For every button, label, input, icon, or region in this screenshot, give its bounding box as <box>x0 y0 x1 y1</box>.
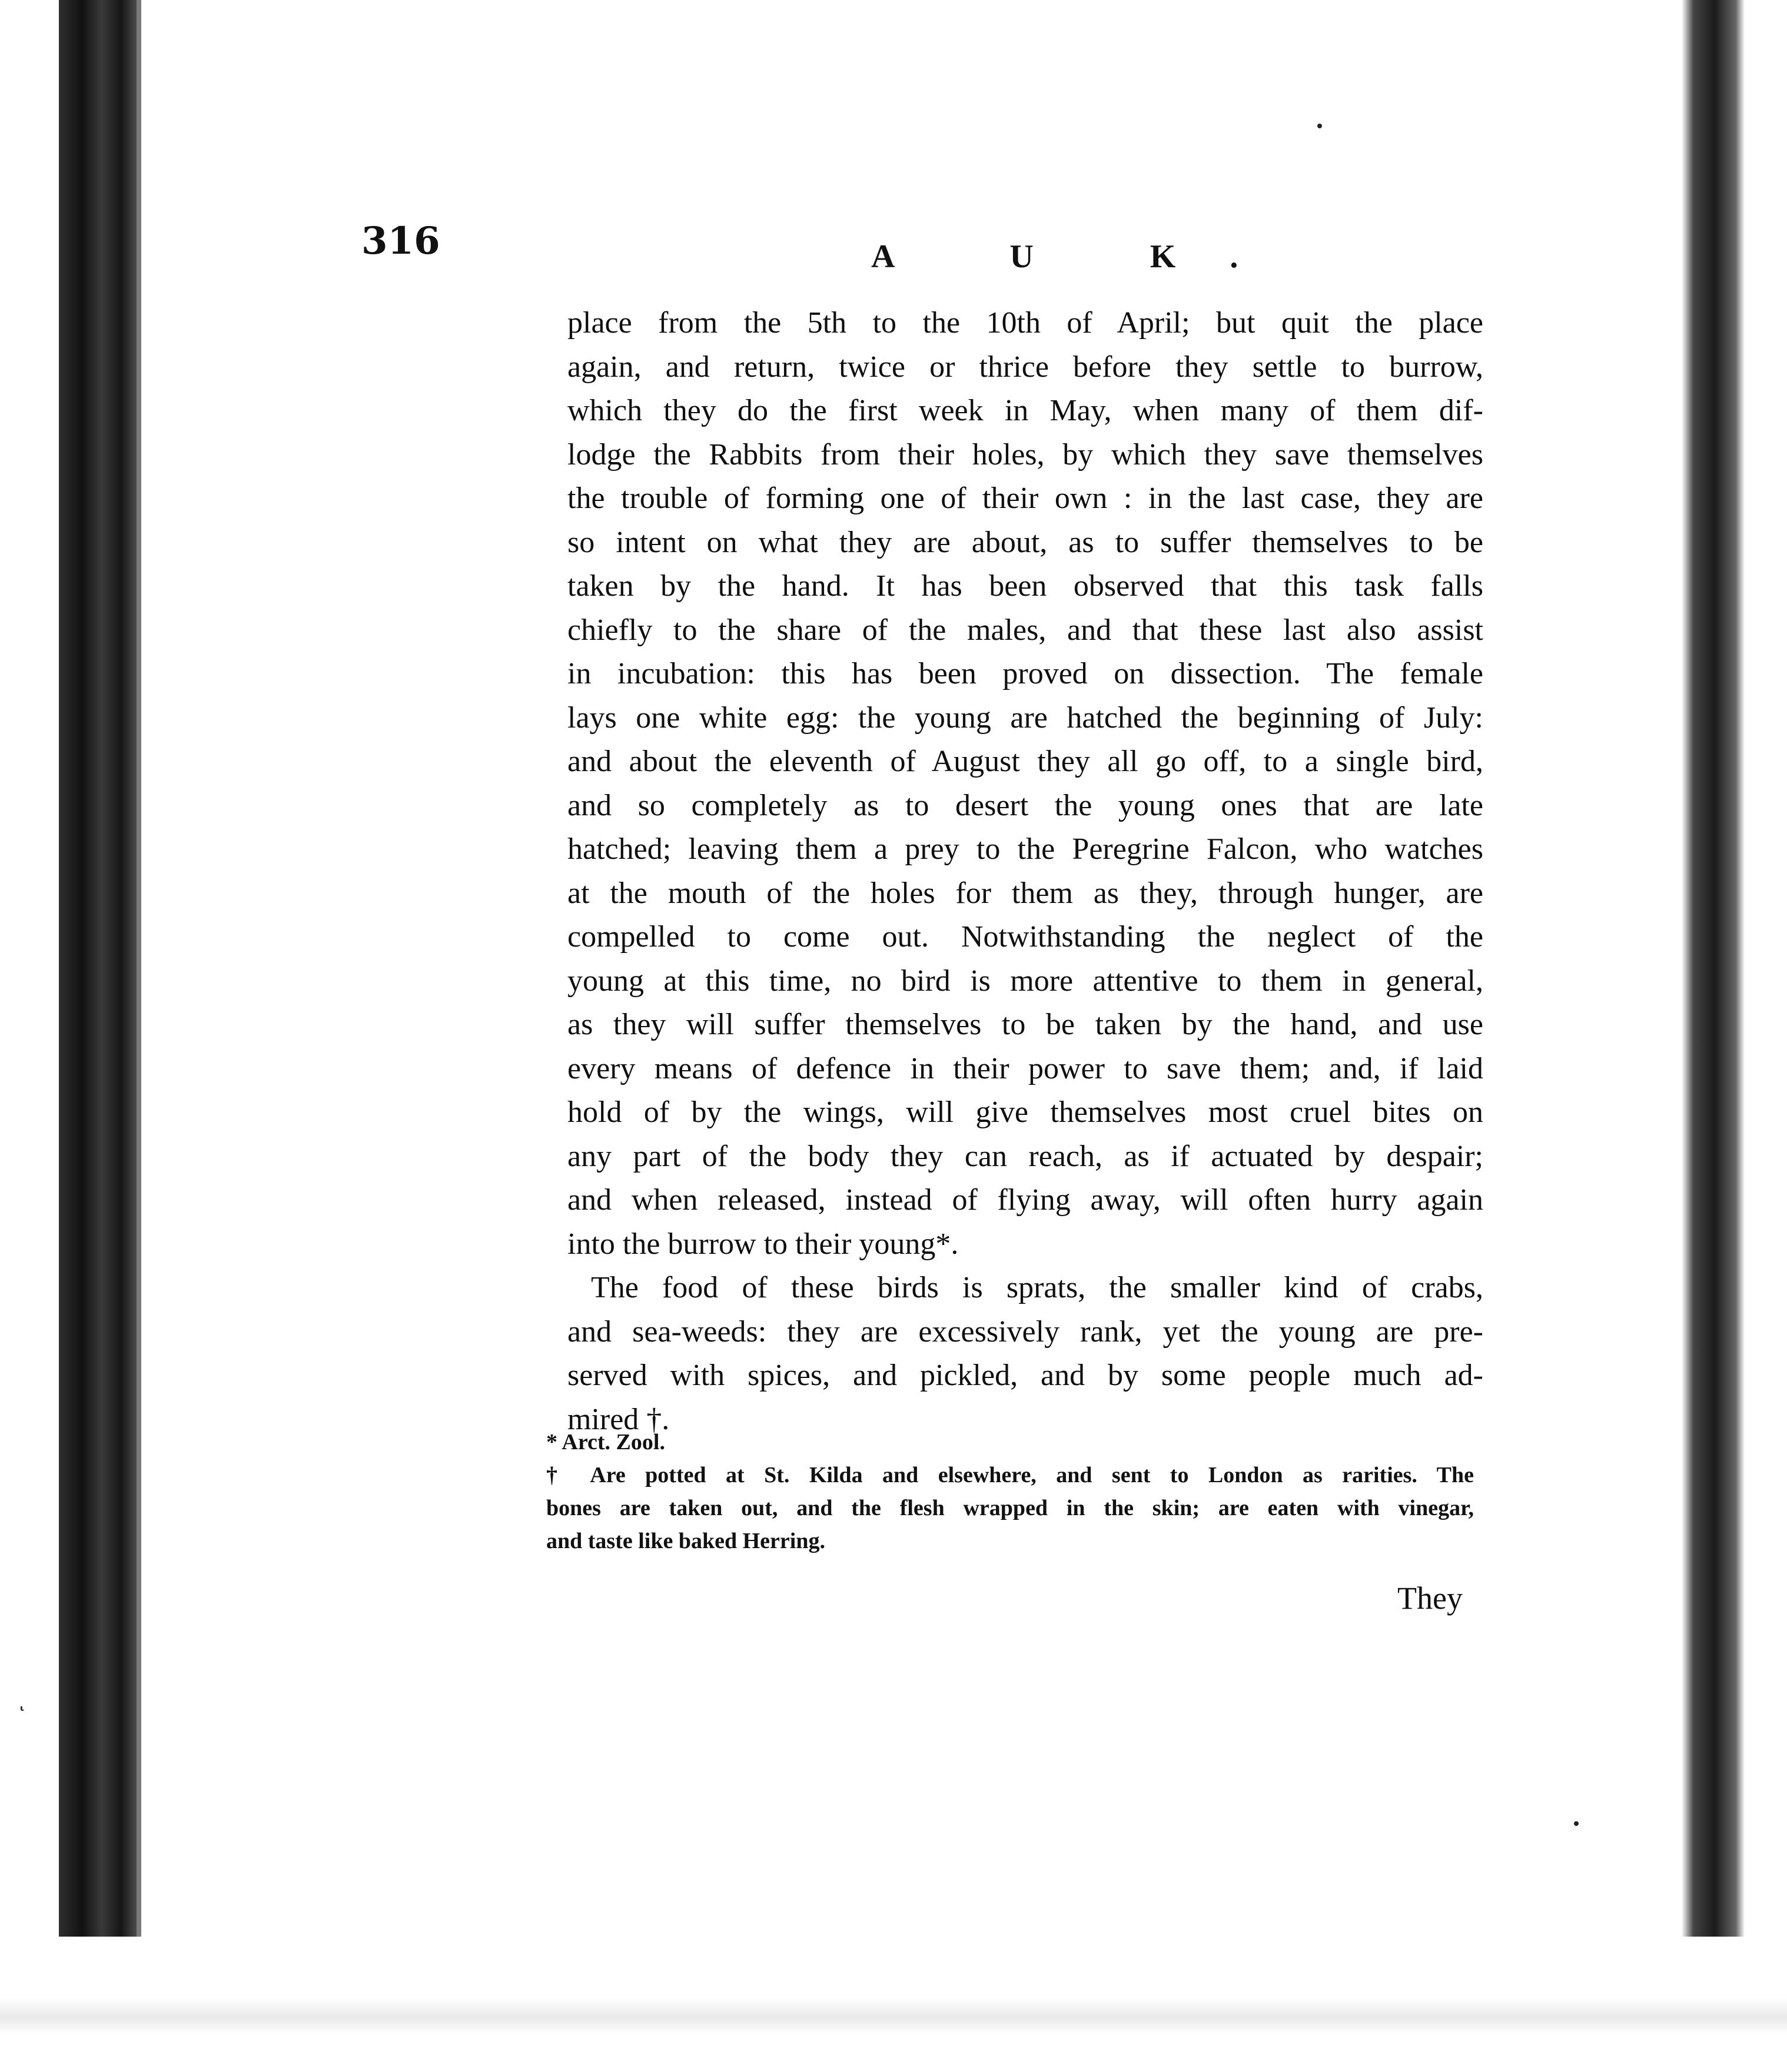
main-text-line: lays one white egg: the young are hatched the beginning of July: <box>567 700 1483 735</box>
footnote-line: * Arct. Zool. <box>546 1430 665 1455</box>
left-binding-edge <box>137 0 141 2072</box>
main-text-line: and about the eleventh of August they all go off, to a single bird, <box>567 745 1483 778</box>
catchword: They <box>1397 1580 1463 1616</box>
page-number: 316 <box>361 219 440 263</box>
main-text-line: young at this time, no bird is more attentive to them in general, <box>567 964 1483 998</box>
running-head: A U K. <box>871 238 1293 275</box>
main-text-line: the trouble of forming one of their own : in the last case, they are <box>567 482 1483 515</box>
left-binding-shadow <box>59 0 137 2072</box>
main-text-line: again, and return, twice or thrice before they settle to burrow, <box>567 350 1483 384</box>
page-speck <box>1574 1821 1579 1826</box>
main-text-line: compelled to come out. Notwithstanding the neglect of the <box>567 920 1483 954</box>
main-text-line: which they do the first week in May, when many of them dif- <box>567 394 1483 427</box>
main-text-line: any part of the body they can reach, as if actuated by despair; <box>567 1139 1483 1173</box>
main-text-line: so intent on what they are about, as to suffer themselves to be <box>567 525 1483 559</box>
footnote-line: and taste like baked Herring. <box>546 1529 825 1553</box>
main-text-line: as they will suffer themselves to be taken by the hand, and use <box>567 1008 1483 1041</box>
page-speck <box>1317 124 1322 128</box>
footnotes <box>546 1426 1474 1558</box>
main-text-line: served with spices, and pickled, and by some people much ad- <box>567 1359 1483 1392</box>
main-text-line: at the mouth of the holes for them as they, through hunger, are <box>567 876 1483 910</box>
footnote-line: † Are potted at St. Kilda and elsewhere, and sent to London as rarities. The <box>546 1463 1474 1487</box>
main-text-line: into the burrow to their young*. <box>567 1227 959 1261</box>
main-text-line: The food of these birds is sprats, the smaller kind of crabs, <box>591 1271 1483 1304</box>
bottom-page-shadow <box>0 1937 1787 2072</box>
main-text-line: mired †. <box>567 1402 670 1436</box>
main-text-line: taken by the hand. It has been observed that this task falls <box>567 569 1483 603</box>
main-text-line: hold of by the wings, will give themselves most cruel bites on <box>567 1095 1483 1129</box>
main-text-line: hatched; leaving them a prey to the Peregrine Falcon, who watches <box>567 832 1483 866</box>
footnote-line: bones are taken out, and the flesh wrapped in the skin; are eaten with vinegar, <box>546 1496 1474 1520</box>
main-text-line: and so completely as to desert the young ones that are late <box>567 788 1483 822</box>
main-text-block <box>567 301 1483 1442</box>
main-text-line: chiefly to the share of the males, and that these last also assist <box>567 613 1483 647</box>
main-text-line: in incubation: this has been proved on dissection. The female <box>567 657 1483 690</box>
main-text-line: and when released, instead of flying away, will often hurry again <box>567 1183 1483 1217</box>
main-text-line: place from the 5th to the 10th of April; but quit the place <box>567 306 1483 340</box>
right-binding-shadow <box>1636 0 1787 2072</box>
main-text-line: every means of defence in their power to save them; and, if laid <box>567 1051 1483 1085</box>
main-text-line: lodge the Rabbits from their holes, by which they save themselves <box>567 437 1483 471</box>
main-text-line: and sea-weeds: they are excessively rank, yet the young are pre- <box>567 1314 1483 1349</box>
